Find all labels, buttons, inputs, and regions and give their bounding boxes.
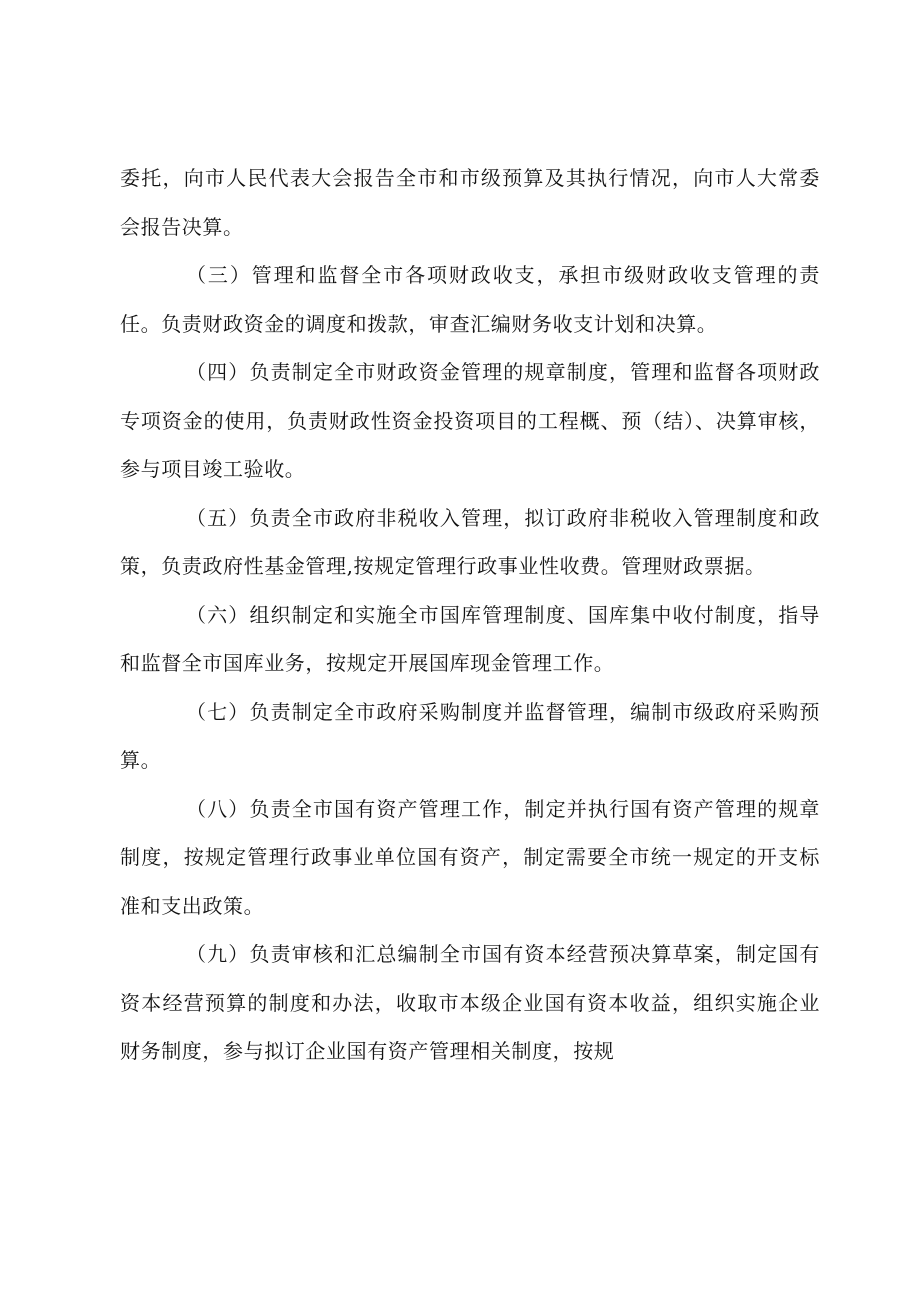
paragraph-item-9: （九）负责审核和汇总编制全市国有资本经营预决算草案，制定国有资本经营预算的制度和办法，收取市本级企业国有资本收益，组织实施企业财务制度，参与拟订企业国有资产管理相关制度，按规 — [120, 942, 820, 1063]
paragraph-item-3: （三）管理和监督全市各项财政收支，承担市级财政收支管理的责任。负责财政资金的调度和拨款，审查汇编财务收支计划和决算。 — [120, 263, 820, 336]
paragraph-item-7: （七）负责制定全市政府采购制度并监督管理，编制市级政府采购预算。 — [120, 699, 820, 772]
paragraph-item-8: （八）负责全市国有资产管理工作，制定并执行国有资产管理的规章制度，按规定管理行政事业单位国有资产，制定需要全市统一规定的开支标准和支出政策。 — [120, 796, 820, 918]
paragraph-item-4: （四）负责制定全市财政资金管理的规章制度，管理和监督各项财政专项资金的使用，负责财政性资金投资项目的工程概、预（结）、决算审核，参与项目竣工验收。 — [120, 360, 820, 481]
paragraph-continuation: 委托，向市人民代表大会报告全市和市级预算及其执行情况，向市人大常委会报告决算。 — [120, 166, 820, 239]
paragraph-item-6: （六）组织制定和实施全市国库管理制度、国库集中收付制度，指导和监督全市国库业务，按规定开展国库现金管理工作。 — [120, 602, 820, 675]
document-body — [120, 154, 820, 1076]
paragraph-item-5: （五）负责全市政府非税收入管理，拟订政府非税收入管理制度和政策，负责政府性基金管理,按规定管理行政事业性收费。管理财政票据。 — [120, 505, 820, 578]
